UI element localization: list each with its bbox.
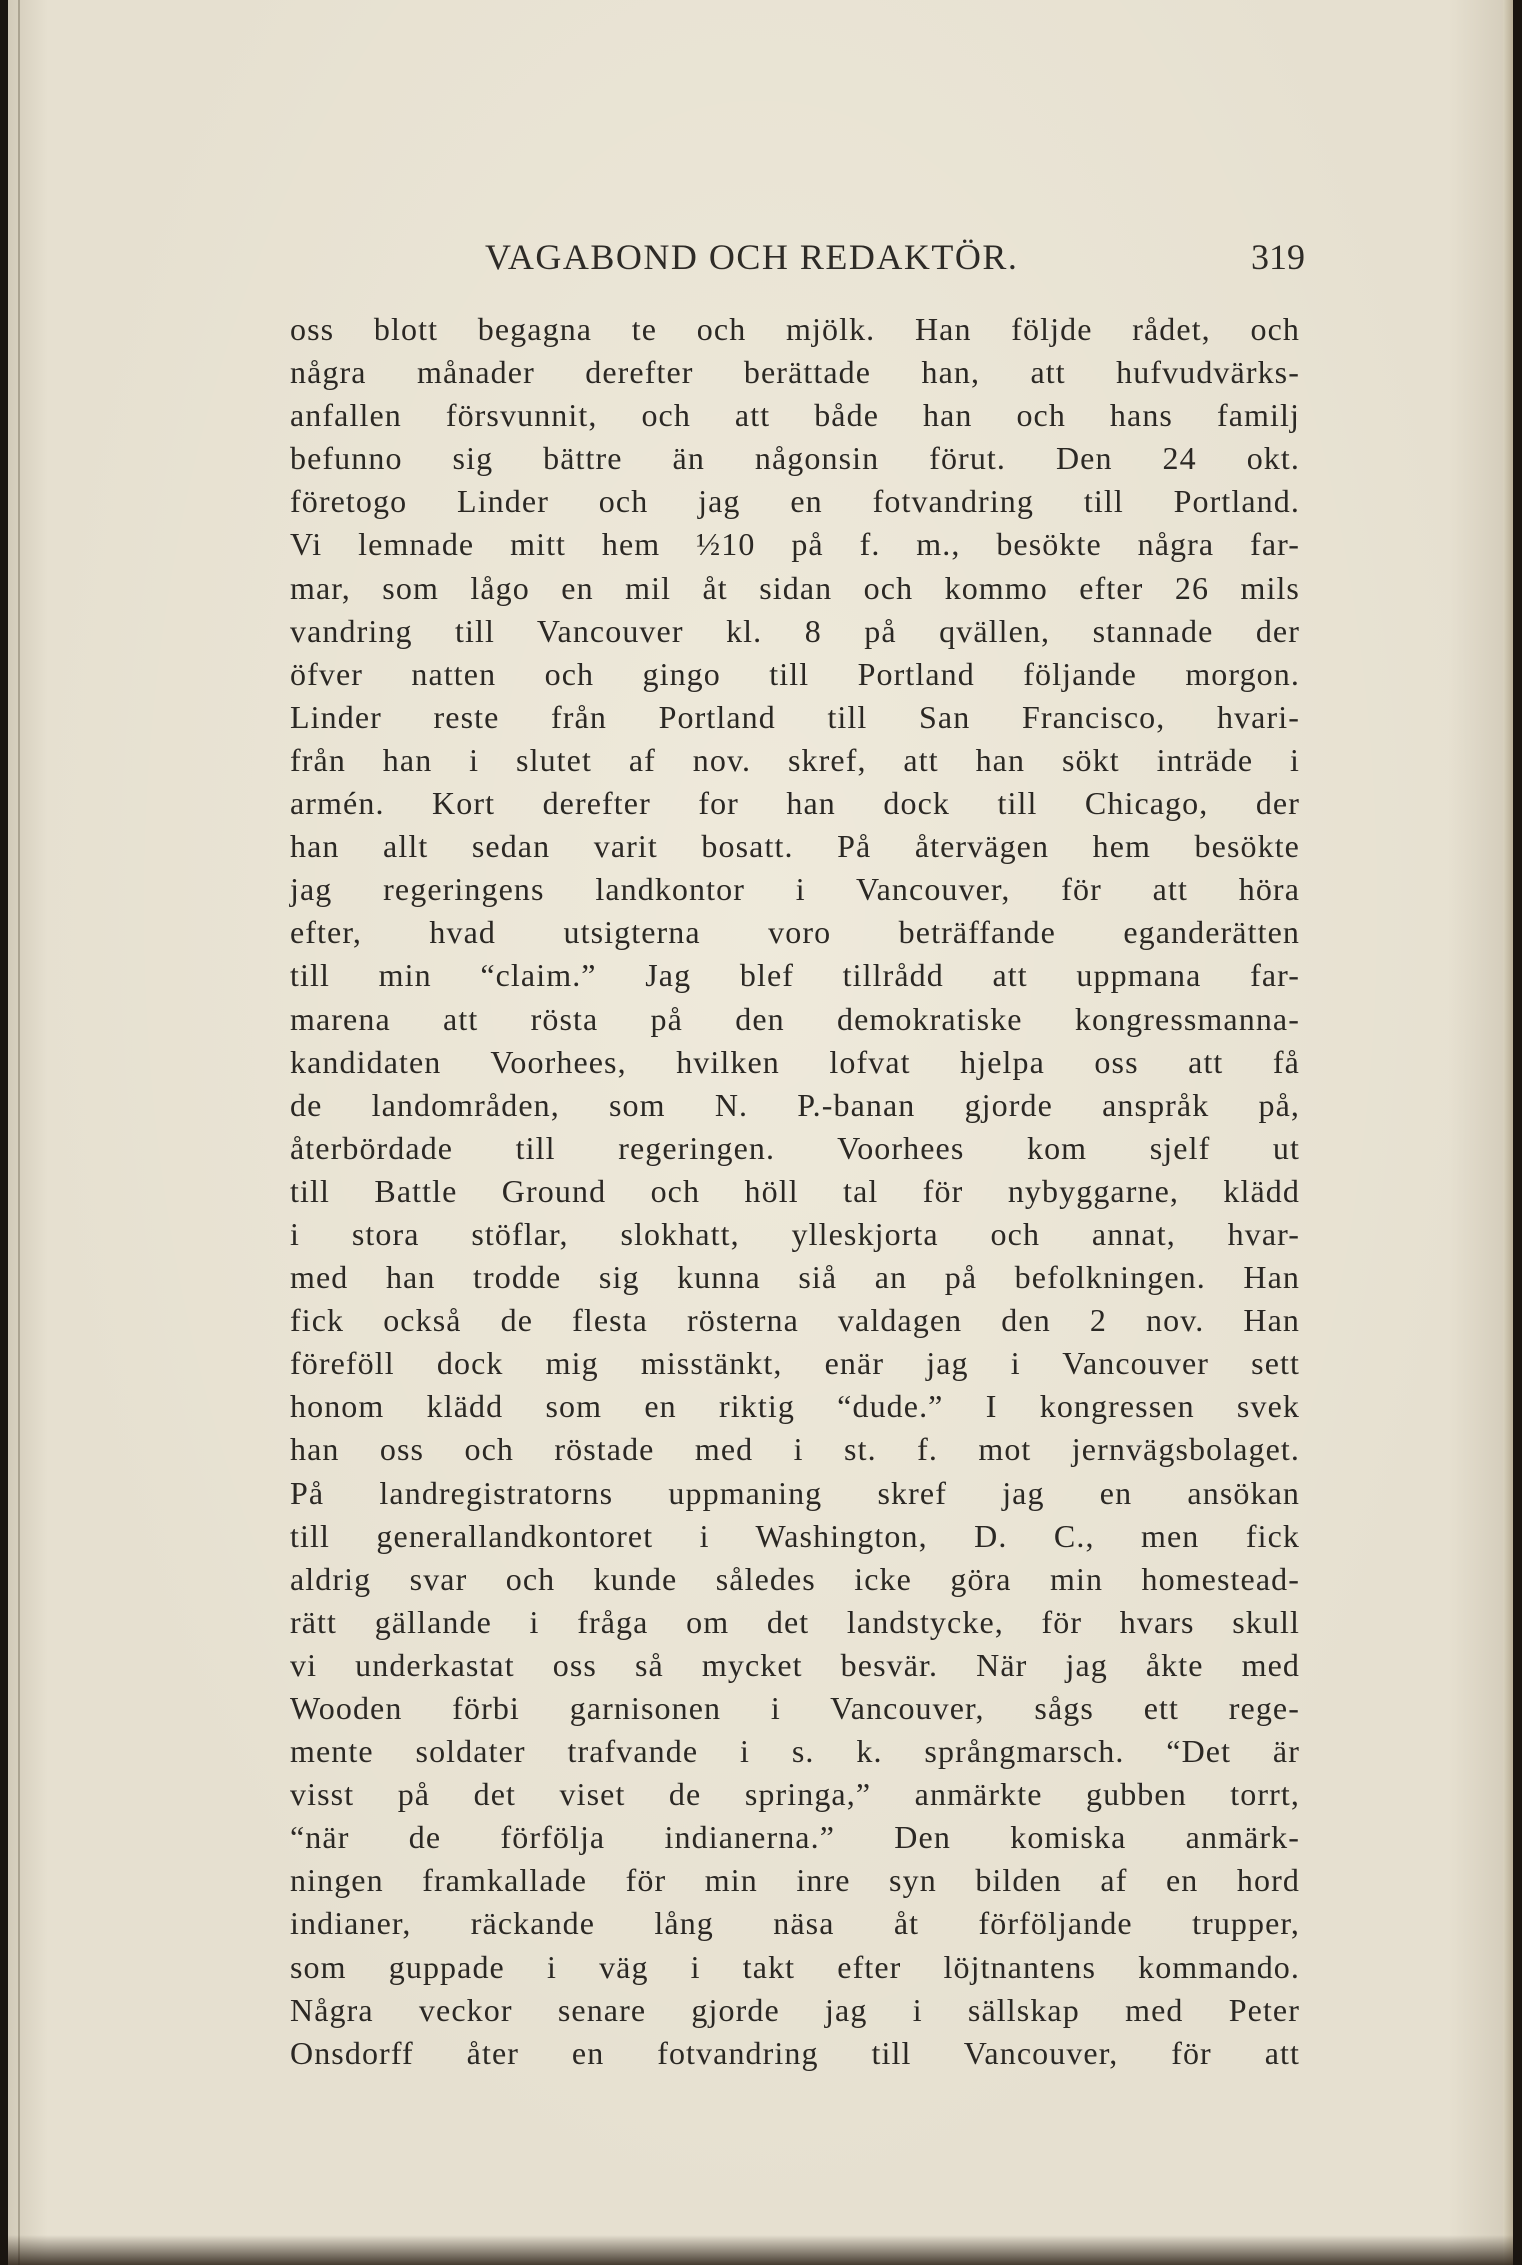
page-number: 319 — [1251, 237, 1305, 277]
text-line: öfver natten och gingo till Portland följande morgon. — [290, 655, 1300, 692]
text-line: Onsdorff åter en fotvandring till Vancouver, för att — [290, 2034, 1300, 2071]
text-line: Wooden förbi garnisonen i Vancouver, sågs ett rege- — [290, 1690, 1300, 1726]
running-head — [285, 236, 1305, 286]
text-line: som guppade i väg i takt efter löjtnantens kommando. — [290, 1948, 1300, 1985]
text-line: visst på det viset de springa,” anmärkte gubben torrt, — [290, 1776, 1300, 1813]
text-line: indianer, räckande lång näsa åt förföljande trupper, — [290, 1905, 1300, 1942]
text-line: till Battle Ground och höll tal för nybyggarne, klädd — [290, 1172, 1300, 1209]
text-line: med han trodde sig kunna siå an på befolkningen. Han — [290, 1259, 1300, 1296]
text-line: Linder reste från Portland till San Francisco, hvari- — [290, 698, 1300, 735]
text-line: vandring till Vancouver kl. 8 på qvällen, stannade der — [290, 612, 1300, 649]
text-line: föreföll dock mig misstänkt, enär jag i Vancouver sett — [290, 1345, 1300, 1382]
book-page — [8, 0, 1513, 2265]
text-line: till min “claim.” Jag blef tillrådd att uppmana far- — [290, 957, 1300, 994]
text-line: han oss och röstade med i st. f. mot jernvägsbolaget. — [290, 1431, 1300, 1468]
text-line: fick också de flesta rösterna valdagen den 2 nov. Han — [290, 1302, 1300, 1339]
text-line: vi underkastat oss så mycket besvär. När jag åkte med — [290, 1646, 1300, 1683]
text-line: från han i slutet af nov. skref, att han sökt inträde i — [290, 741, 1300, 778]
text-line: anfallen försvunnit, och att både han och hans familj — [290, 397, 1300, 434]
text-line: återbördade till regeringen. Voorhees kom sjelf ut — [290, 1129, 1300, 1166]
binding-edge — [18, 0, 20, 2265]
text-line: ningen framkallade för min inre syn bilden af en hord — [290, 1862, 1300, 1899]
text-line: de landområden, som N. P.-banan gjorde anspråk på, — [290, 1086, 1300, 1123]
text-line: aldrig svar och kunde således icke göra min homestead- — [290, 1560, 1300, 1597]
text-line: efter, hvad utsigterna voro beträffande eganderätten — [290, 914, 1300, 951]
text-line: honom klädd som en riktig “dude.” I kongressen svek — [290, 1388, 1300, 1425]
text-line: befunno sig bättre än någonsin förut. Den 24 okt. — [290, 440, 1300, 477]
body-text — [290, 308, 1300, 2075]
text-line: Några veckor senare gjorde jag i sällskap med Peter — [290, 1991, 1300, 2028]
text-line: mar, som lågo en mil åt sidan och kommo efter 26 mils — [290, 569, 1300, 606]
text-line: några månader derefter berättade han, att hufvudvärks- — [290, 354, 1300, 391]
running-title: VAGABOND OCH REDAKTÖR. — [485, 237, 1019, 277]
text-line: Vi lemnade mitt hem ½10 på f. m., besökte några far- — [290, 526, 1300, 563]
text-line: i stora stöflar, slokhatt, ylleskjorta och annat, hvar- — [290, 1215, 1300, 1252]
text-line: företogo Linder och jag en fotvandring till Portland. — [290, 483, 1300, 520]
text-line: “när de förfölja indianerna.” Den komiska anmärk- — [290, 1819, 1300, 1856]
text-line: kandidaten Voorhees, hvilken lofvat hjelpa oss att få — [290, 1043, 1300, 1080]
text-line: jag regeringens landkontor i Vancouver, för att höra — [290, 871, 1300, 908]
text-line: han allt sedan varit bosatt. På återvägen hem besökte — [290, 828, 1300, 865]
text-line: mente soldater trafvande i s. k. språngmarsch. “Det är — [290, 1733, 1300, 1770]
text-line: oss blott begagna te och mjölk. Han följde rådet, och — [290, 311, 1300, 347]
text-line: marena att rösta på den demokratiske kongressmanna- — [290, 1000, 1300, 1037]
text-line: till generallandkontoret i Washington, D. C., men fick — [290, 1517, 1300, 1554]
text-line: armén. Kort derefter for han dock till Chicago, der — [290, 785, 1300, 822]
text-line: På landregistratorns uppmaning skref jag en ansökan — [290, 1474, 1300, 1511]
page-bottom-shadow — [8, 2235, 1513, 2265]
text-line: rätt gällande i fråga om det landstycke, för hvars skull — [290, 1603, 1300, 1640]
page-edge — [1503, 0, 1513, 2265]
